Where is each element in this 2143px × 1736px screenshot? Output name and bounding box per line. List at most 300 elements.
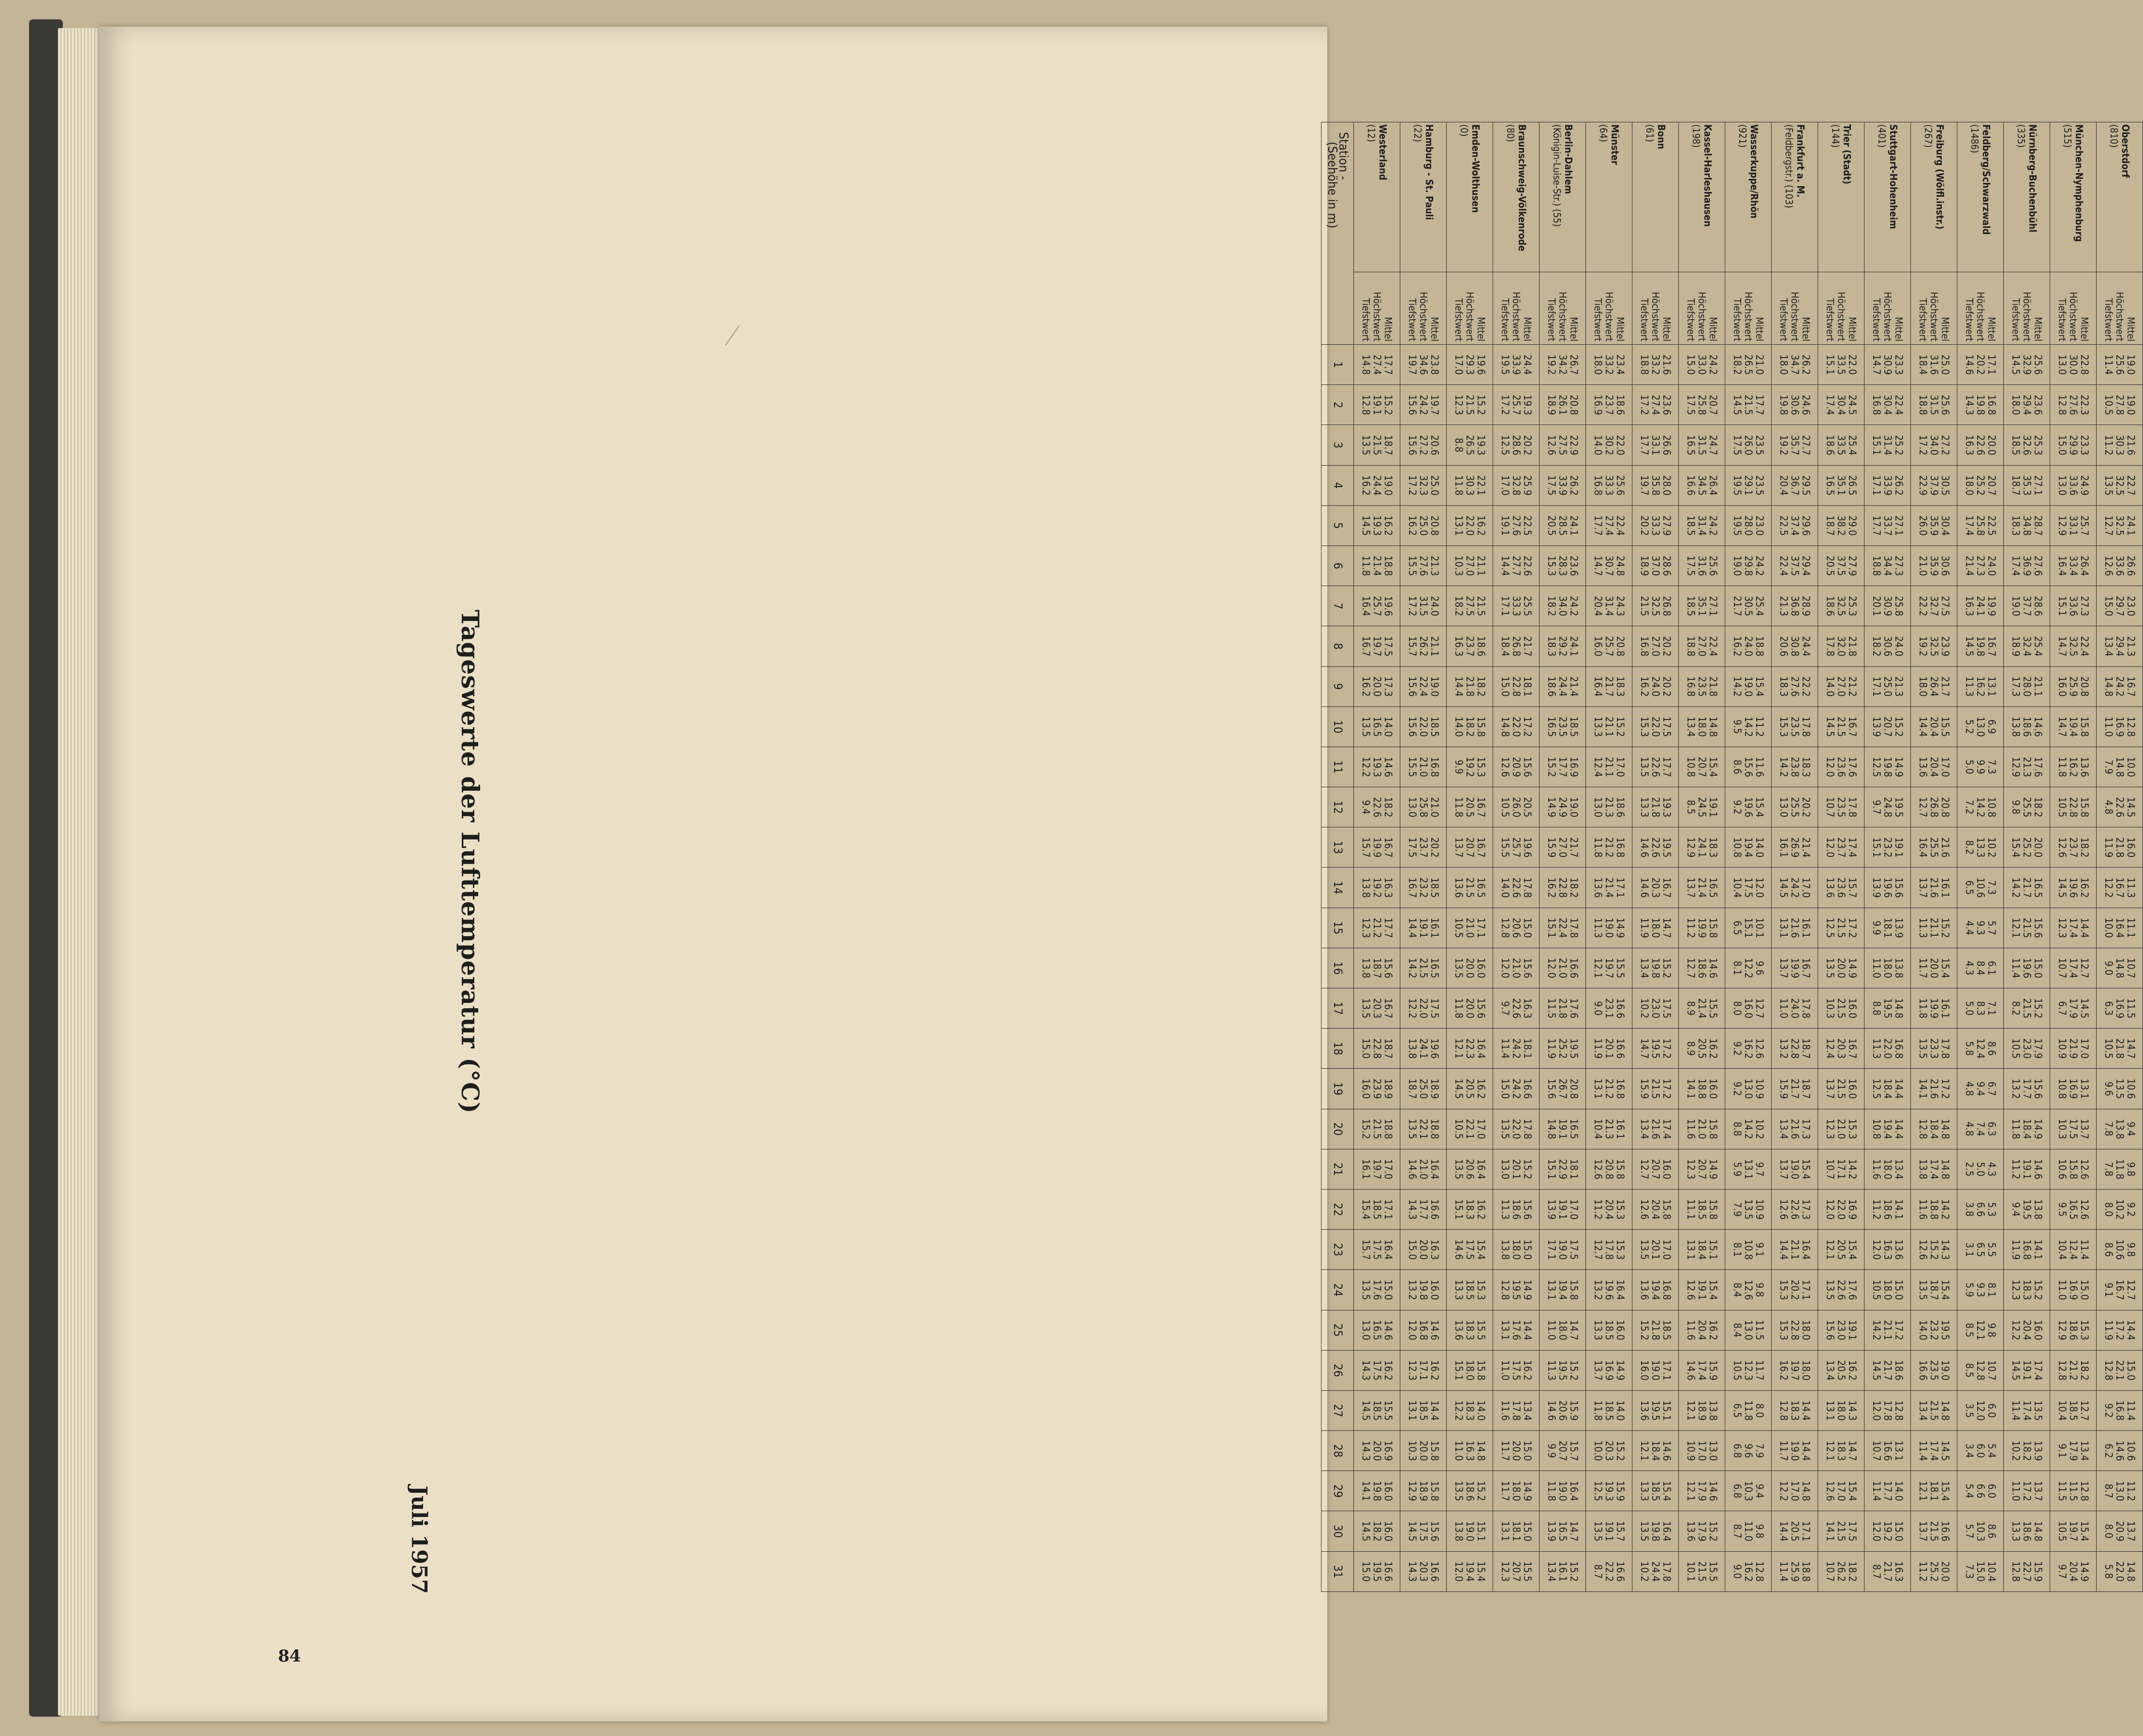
temperature-value: 10.8: [1685, 756, 1697, 778]
temperature-value: 6.2: [2103, 1443, 2114, 1458]
day-values: [1400, 948, 1447, 988]
temperature-value: 27.1: [1893, 515, 1905, 536]
temperature-value: 15.3: [1615, 1199, 1626, 1220]
row-label: Tiefstwert: [1639, 298, 1650, 342]
station-row: [1725, 122, 1772, 1592]
temperature-value: 23.7: [2068, 837, 2079, 858]
day-values: [2097, 988, 2143, 1029]
day-values: [1679, 1149, 1725, 1189]
temperature-value: 12.1: [1685, 1400, 1697, 1421]
temperature-value: 34.0: [1928, 435, 1940, 456]
temperature-value: 16.0: [1743, 998, 1754, 1019]
temperature-value: 14.6: [1382, 756, 1394, 778]
temperature-value: 13.5: [1407, 1118, 1418, 1139]
temperature-value: 13.6: [1824, 877, 1836, 898]
temperature-value: 10.5: [1732, 1360, 1743, 1381]
day-values: [1957, 385, 2004, 425]
day-values: [1586, 787, 1632, 827]
temperature-value: 14.5: [2125, 797, 2137, 818]
temperature-value: 16.7: [1475, 837, 1487, 858]
temperature-value: 8.6: [1986, 1524, 1997, 1539]
temperature-value: 12.8: [1917, 1118, 1929, 1139]
day-values: [1447, 465, 1493, 505]
temperature-value: 25.2: [1893, 435, 1905, 456]
temperature-value: 17.4: [2032, 1360, 2044, 1381]
temperature-value: 17.4: [1964, 515, 1975, 536]
day-values: [1586, 425, 1632, 465]
temperature-value: 12.2: [2010, 1320, 2022, 1340]
temperature-value: 11.8: [1360, 556, 1372, 576]
temperature-value: 17.0: [1453, 354, 1465, 375]
temperature-value: 17.7: [1557, 756, 1569, 778]
temperature-value: 9.4: [1360, 800, 1372, 815]
temperature-value: 23.0: [2021, 1038, 2033, 1059]
temperature-value: 18.4: [2021, 1118, 2033, 1139]
temperature-value: 20.5: [1696, 1038, 1708, 1059]
temperature-value: 9.0: [1732, 1564, 1743, 1579]
day-values: [1400, 545, 1447, 586]
temperature-value: 8.2: [1964, 840, 1975, 855]
day-values: [2097, 465, 2143, 505]
temperature-value: 9.9: [1453, 759, 1465, 775]
day-header: 11: [1321, 747, 1354, 787]
day-values: [1818, 908, 1864, 948]
day-values: [1354, 1069, 1400, 1109]
day-values: [1818, 1390, 1864, 1430]
temperature-value: 15.0: [1499, 1078, 1511, 1099]
temperature-value: 17.2: [1917, 435, 1929, 456]
temperature-value: 19.1: [1603, 1521, 1615, 1542]
temperature-value: 18.2: [1464, 716, 1476, 737]
temperature-value: 13.5: [1824, 957, 1836, 978]
day-values: [1864, 1551, 1911, 1591]
temperature-value: 13.1: [1986, 676, 1997, 697]
temperature-value: 32.7: [1928, 596, 1940, 617]
row-label: Mittel: [1382, 317, 1394, 342]
day-values: [1679, 747, 1725, 787]
temperature-value: 25.0: [1939, 354, 1951, 375]
temperature-value: 14.2: [1732, 676, 1743, 697]
day-values: [1540, 787, 1586, 827]
temperature-value: 21.2: [2068, 1360, 2079, 1381]
temperature-value: 12.0: [1407, 1320, 1418, 1340]
day-values: [1679, 666, 1725, 706]
temperature-value: 15.2: [1360, 1118, 1372, 1139]
temperature-value: 19.6: [1522, 837, 1533, 858]
temperature-value: 13.6: [2079, 756, 2090, 778]
station-elevation: (335): [2015, 124, 2027, 148]
temperature-value: 12.7: [2103, 515, 2114, 536]
temperature-value: 19.3: [1603, 1481, 1615, 1501]
temperature-value: 10.2: [2010, 1441, 2022, 1461]
day-values: [2097, 1230, 2143, 1270]
temperature-value: 9.0: [1592, 1001, 1604, 1016]
row-label: Höchstwert: [1418, 292, 1429, 342]
temperature-value: 14.6: [1453, 1239, 1465, 1260]
row-label: Mittel: [2079, 317, 2090, 342]
temperature-value: 22.2: [1603, 1561, 1615, 1582]
temperature-value: 16.5: [1475, 877, 1487, 898]
temperature-value: 21.5: [1928, 1400, 1940, 1421]
temperature-value: 14.3: [1407, 1561, 1418, 1582]
day-values: [2050, 1029, 2097, 1069]
page-title: Tageswerte der Lufttemperatur (°C): [456, 609, 484, 1114]
day-values: [1586, 1511, 1632, 1551]
day-values: [1818, 1310, 1864, 1350]
day-values: [1586, 1270, 1632, 1310]
day-values: [1400, 1350, 1447, 1390]
temperature-value: 16.5: [1557, 1521, 1569, 1542]
day-values: [1400, 827, 1447, 868]
temperature-value: 12.0: [1871, 1521, 1882, 1542]
day-values: [1911, 666, 1957, 706]
temperature-value: 13.2: [1778, 1038, 1790, 1059]
temperature-value: 21.7: [1522, 636, 1533, 657]
temperature-value: 9.4: [1754, 1484, 1765, 1499]
day-values: [1679, 1069, 1725, 1109]
temperature-value: 23.5: [1754, 475, 1765, 496]
temperature-value: 37.0: [1650, 556, 1661, 576]
temperature-value: 25.4: [1754, 596, 1765, 617]
day-values: [1586, 1109, 1632, 1149]
temperature-value: 19.5: [1557, 1360, 1569, 1381]
temperature-value: 13.6: [1453, 1320, 1465, 1340]
temperature-value: 15.4: [1707, 1280, 1719, 1300]
day-values: [1493, 1149, 1540, 1189]
temperature-value: 13.6: [1592, 877, 1604, 898]
temperature-value: 11.4: [2103, 354, 2114, 375]
temperature-value: 33.4: [2068, 556, 2079, 576]
temperature-value: 26.8: [1511, 636, 1522, 657]
day-values: [1447, 505, 1493, 545]
temperature-value: 17.8: [1522, 877, 1533, 898]
temperature-value: 4.3: [1986, 1162, 1997, 1177]
temperature-value: 17.4: [1847, 837, 1858, 858]
temperature-value: 16.6: [1882, 1441, 1893, 1461]
day-values: [1447, 1471, 1493, 1511]
temperature-value: 23.2: [1928, 1320, 1940, 1340]
temperature-value: 17.5: [1732, 435, 1743, 456]
temperature-value: 32.9: [2021, 354, 2033, 375]
temperature-value: 24.7: [1707, 435, 1719, 456]
temperature-value: 13.0: [1778, 797, 1790, 818]
temperature-value: 17.7: [1754, 395, 1765, 415]
temperature-value: 25.6: [2114, 354, 2126, 375]
day-values: [1354, 505, 1400, 545]
temperature-value: 21.8: [1464, 676, 1476, 697]
temperature-value: 15.6: [1522, 756, 1533, 778]
day-values: [1586, 868, 1632, 908]
temperature-value: 20.7: [1696, 1159, 1708, 1179]
temperature-value: 17.1: [1800, 1280, 1812, 1300]
station-row: [2004, 122, 2050, 1592]
temperature-value: 18.7: [1928, 1280, 1940, 1300]
station-label: Emden-Wolthusen: [1469, 124, 1482, 213]
temperature-value: 12.6: [1743, 1280, 1754, 1300]
temperature-value: 19.8: [1975, 636, 1986, 657]
day-values: [1957, 948, 2004, 988]
temperature-value: 10.1: [1754, 917, 1765, 938]
row-label: Mittel: [1475, 317, 1487, 342]
temperature-value: 16.3: [1382, 877, 1394, 898]
temperature-value: 14.8: [1893, 998, 1905, 1019]
day-values: [2004, 1431, 2050, 1471]
row-label: Mittel: [1986, 317, 1997, 342]
temperature-value: 24.4: [1371, 475, 1383, 496]
temperature-value: 15.3: [1778, 716, 1790, 737]
temperature-value: 12.0: [1871, 1400, 1882, 1421]
day-values: [1632, 1471, 1679, 1511]
temperature-value: 10.5: [2010, 1038, 2022, 1059]
temperature-value: 10.3: [1824, 998, 1836, 1019]
temperature-value: 19.1: [1696, 1280, 1708, 1300]
temperature-value: 22.0: [1882, 1038, 1893, 1059]
day-values: [1725, 1230, 1772, 1270]
temperature-value: 11.2: [1685, 917, 1697, 938]
temperature-value: 16.0: [1847, 998, 1858, 1019]
day-values: [2050, 505, 2097, 545]
temperature-value: 19.5: [1893, 797, 1905, 818]
row-label: Höchstwert: [1464, 292, 1476, 342]
temperature-value: 11.2: [1871, 1199, 1882, 1220]
day-values: [1540, 1270, 1586, 1310]
temperature-value: 31.5: [1696, 435, 1708, 456]
day-values: [1864, 1431, 1911, 1471]
temperature-value: 18.6: [1615, 797, 1626, 818]
temperature-value: 21.9: [2068, 1038, 2079, 1059]
temperature-value: 26.4: [1707, 475, 1719, 496]
temperature-value: 12.0: [1453, 1561, 1465, 1582]
day-values: [1400, 425, 1447, 465]
temperature-value: 27.0: [1835, 676, 1847, 697]
temperature-value: 11.2: [1592, 1199, 1604, 1220]
temperature-value: 21.8: [1650, 797, 1661, 818]
day-values: [1679, 988, 1725, 1029]
temperature-value: 17.0: [1615, 756, 1626, 778]
temperature-value: 14.4: [1893, 1078, 1905, 1099]
temperature-value: 14.2: [1778, 756, 1790, 778]
temperature-value: 16.6: [1939, 1521, 1951, 1542]
temperature-value: 16.1: [1429, 917, 1440, 938]
day-values: [1818, 1471, 1864, 1511]
temperature-value: 24.1: [2125, 515, 2137, 536]
temperature-value: 13.4: [1917, 1400, 1929, 1421]
temperature-value: 20.8: [1615, 636, 1626, 657]
temperature-value: 17.6: [1511, 1320, 1522, 1340]
temperature-value: 20.0: [1464, 998, 1476, 1019]
row-labels: [1725, 272, 1772, 345]
day-values: [2050, 626, 2097, 666]
temperature-value: 33.0: [1696, 354, 1708, 375]
station-elevation: (12): [1365, 124, 1377, 142]
temperature-value: 10.6: [2114, 1239, 2126, 1260]
temperature-value: 13.7: [2032, 1481, 2044, 1501]
temperature-value: 14.7: [1661, 917, 1673, 938]
temperature-value: 22.1: [2114, 1360, 2126, 1381]
temperature-value: 13.9: [2032, 1441, 2044, 1461]
temperature-value: 19.4: [1557, 1280, 1569, 1300]
day-values: [1911, 425, 1957, 465]
day-values: [1586, 1350, 1632, 1390]
day-values: [1400, 747, 1447, 787]
temperature-value: 12.7: [1917, 797, 1929, 818]
day-values: [2097, 666, 2143, 706]
row-labels: [2097, 272, 2143, 345]
row-label: Höchstwert: [1835, 292, 1847, 342]
day-values: [1679, 1029, 1725, 1069]
temperature-value: 14.8: [1939, 1400, 1951, 1421]
temperature-value: 34.0: [1557, 596, 1569, 617]
day-values: [1864, 1471, 1911, 1511]
temperature-value: 20.5: [1789, 1521, 1801, 1542]
temperature-value: 12.8: [2056, 395, 2068, 415]
temperature-value: 16.8: [1661, 1280, 1673, 1300]
temperature-value: 8.0: [1754, 1403, 1765, 1418]
temperature-value: 21.3: [2021, 756, 2033, 778]
temperature-value: 21.5: [1743, 395, 1754, 415]
day-values: [1493, 465, 1540, 505]
day-values: [1493, 787, 1540, 827]
station-name: [1447, 122, 1493, 272]
day-values: [1957, 868, 2004, 908]
day-values: [1864, 988, 1911, 1029]
day-values: [1818, 868, 1864, 908]
day-values: [1632, 1189, 1679, 1229]
row-label: Mittel: [1429, 317, 1440, 342]
temperature-value: 10.5: [1499, 797, 1511, 818]
temperature-value: 17.2: [1893, 1320, 1905, 1340]
temperature-value: 13.3: [1592, 716, 1604, 737]
day-values: [1725, 1350, 1772, 1390]
day-values: [1818, 345, 1864, 385]
temperature-value: 13.3: [2010, 1521, 2022, 1542]
temperature-value: 22.0: [1418, 998, 1429, 1019]
temperature-value: 10.3: [1975, 1521, 1986, 1542]
temperature-value: 25.6: [1615, 475, 1626, 496]
temperature-value: 12.3: [1685, 1159, 1697, 1179]
temperature-value: 8.9: [1685, 1001, 1697, 1016]
temperature-value: 19.3: [1371, 515, 1383, 536]
temperature-value: 13.8: [1707, 1400, 1719, 1421]
temperature-value: 9.1: [2103, 1282, 2114, 1297]
temperature-value: 10.2: [2114, 1199, 2126, 1220]
day-values: [1679, 626, 1725, 666]
temperature-value: 17.2: [1407, 596, 1418, 617]
day-values: [1493, 1310, 1540, 1350]
temperature-value: 9.9: [1975, 759, 1986, 775]
station-elevation: (Königin-Luise-Str.) (55): [1551, 124, 1563, 227]
day-values: [2050, 1069, 2097, 1109]
temperature-value: 14.1: [1917, 1078, 1929, 1099]
temperature-value: 23.5: [1696, 676, 1708, 697]
temperature-value: 18.9: [1639, 556, 1650, 576]
temperature-value: 13.8: [2114, 1118, 2126, 1139]
temperature-value: 11.0: [2010, 1481, 2022, 1501]
rotated-table-block: [308, 103, 2137, 1621]
day-values: [1772, 908, 1818, 948]
temperature-value: 12.0: [1824, 756, 1836, 778]
temperature-value: 26.6: [2125, 556, 2137, 576]
temperature-value: 9.2: [2125, 1202, 2137, 1217]
station-elevation: (80): [1504, 124, 1516, 142]
station-elevation: (267): [1922, 124, 1934, 148]
temperature-value: 14.5: [1778, 877, 1790, 898]
day-values: [1911, 1270, 1957, 1310]
row-labels: [1818, 272, 1864, 345]
station-elevation: (Feldbergstr.) (103): [1783, 124, 1795, 208]
temperature-value: 13.6: [1639, 1280, 1650, 1300]
temperature-value: 14.8: [1499, 716, 1511, 737]
temperature-value: 26.5: [1464, 435, 1476, 456]
day-values: [1957, 988, 2004, 1029]
day-values: [2097, 1029, 2143, 1069]
temperature-value: 20.8: [1939, 797, 1951, 818]
temperature-value: 19.9: [1696, 917, 1708, 938]
temperature-value: 15.1: [1453, 1199, 1465, 1220]
temperature-value: 23.9: [1939, 636, 1951, 657]
day-values: [1864, 747, 1911, 787]
temperature-value: 18.5: [1661, 1320, 1673, 1340]
day-values: [1632, 747, 1679, 787]
temperature-value: 14.0: [1824, 676, 1836, 697]
day-values: [1354, 1149, 1400, 1189]
day-values: [1725, 505, 1772, 545]
temperature-value: 20.7: [1707, 395, 1719, 415]
day-values: [1725, 425, 1772, 465]
temperature-value: 21.7: [2021, 877, 2033, 898]
temperature-value: 13.1: [1778, 917, 1790, 938]
temperature-value: 20.2: [1661, 676, 1673, 697]
temperature-value: 19.9: [1928, 998, 1940, 1019]
temperature-value: 17.5: [1407, 837, 1418, 858]
temperature-value: 21.1: [1882, 1320, 1893, 1340]
temperature-value: 17.2: [1847, 917, 1858, 938]
row-label: Höchstwert: [1696, 292, 1708, 342]
temperature-value: 11.7: [1499, 1481, 1511, 1501]
day-header: 5: [1321, 505, 1354, 545]
day-values: [1864, 1069, 1911, 1109]
day-values: [1447, 1029, 1493, 1069]
day-values: [1911, 1149, 1957, 1189]
temperature-value: 17.8: [1847, 797, 1858, 818]
temperature-value: 17.7: [1639, 435, 1650, 456]
day-values: [1447, 1069, 1493, 1109]
temperature-value: 29.4: [1800, 556, 1812, 576]
temperature-value: 18.6: [1824, 596, 1836, 617]
temperature-value: 11.9: [1592, 1038, 1604, 1059]
temperature-value: 19.9: [1789, 957, 1801, 978]
temperature-value: 31.6: [1928, 354, 1940, 375]
day-values: [1911, 747, 1957, 787]
temperature-value: 18.5: [2068, 1400, 2079, 1421]
temperature-value: 20.2: [1639, 515, 1650, 536]
day-values: [1679, 1189, 1725, 1229]
temperature-value: 20.0: [1464, 957, 1476, 978]
temperature-value: 30.9: [1882, 596, 1893, 617]
day-values: [2097, 385, 2143, 425]
temperature-value: 11.7: [1754, 1360, 1765, 1381]
day-values: [2097, 827, 2143, 868]
temperature-value: 22.6: [2114, 797, 2126, 818]
station-elevation: (144): [1829, 124, 1841, 148]
temperature-value: 16.5: [1568, 1118, 1580, 1139]
temperature-value: 16.4: [1382, 1239, 1394, 1260]
day-values: [1493, 868, 1540, 908]
month-label: Juli 1957: [407, 1486, 431, 1594]
day-values: [1586, 908, 1632, 948]
day-values: [1957, 586, 2004, 626]
day-values: [2004, 1270, 2050, 1310]
